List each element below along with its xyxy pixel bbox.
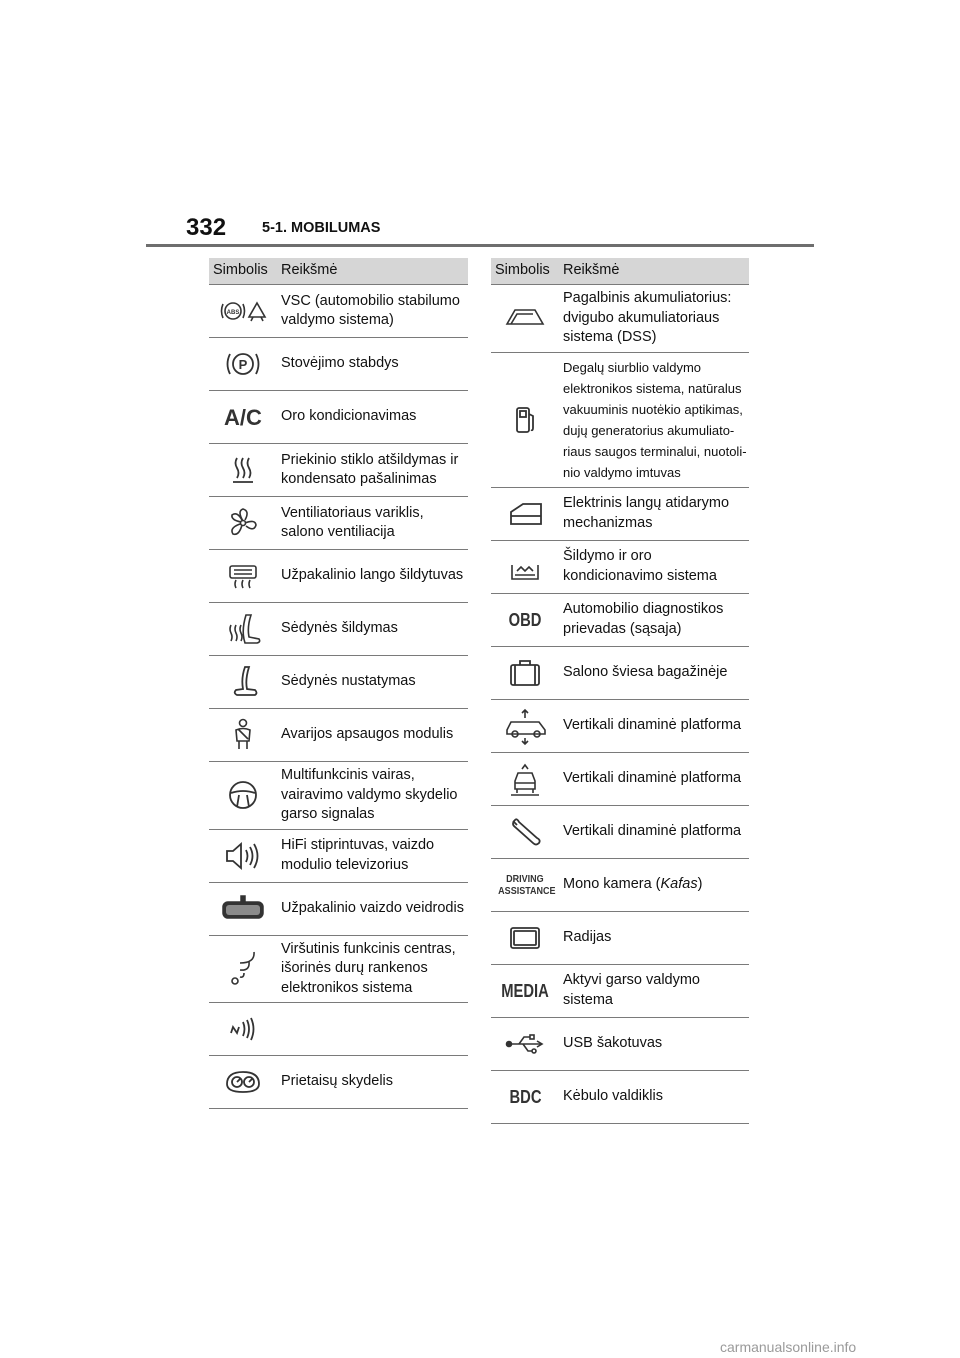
fan-icon [213,503,273,543]
table-row [209,338,468,391]
table-row [209,285,468,338]
driving-assistance-label-1: DRIVING [506,873,544,885]
symbol-table-right [491,258,749,1124]
watermark: carmanualsonline.info [720,1339,857,1355]
row-text: Salono šviesa bagažinėje [559,646,749,699]
column-header-meaning: Reikšmė [559,258,749,285]
column-header-symbol: Simbolis [491,258,559,285]
table-row [491,805,749,858]
seat-heating-icon [213,609,273,649]
obd-label: OBD [508,609,542,630]
table-header-row [209,258,468,285]
media-label: MEDIA [501,980,549,1001]
table-row [209,829,468,882]
row-text: Degalų siurblio valdymo elektronikos sistema, natūralus vakuuminis nuotėkio aptikimas, dujų generatorius akumuliato-riaus saugos terminalui, nuotoli-nio valdymo imtuvas [559,352,749,487]
fuel-pump-icon [495,400,555,440]
row-text: USB šakotuvas [559,1017,749,1070]
row-text: Priekinio stiklo atšildymas ir kondensato pašalinimas [277,444,468,497]
column-header-meaning: Reikšmė [277,258,468,285]
table-row [209,603,468,656]
row-text-suffix: ) [697,875,703,892]
nfc-icon [213,1009,273,1049]
row-text: Radijas [559,911,749,964]
row-text: Multifunkcinis vairas, vairavimo valdymo skydelio garso signalas [277,762,468,830]
svg-text:ABS: ABS [226,310,240,316]
row-text [277,1003,468,1056]
table-row [491,752,749,805]
table-row [491,699,749,752]
row-text: Stovėjimo stabdys [277,338,468,391]
table-row [209,882,468,935]
ac-icon [213,397,273,437]
table-row [209,709,468,762]
row-text-prefix: Mono kamera ( [563,875,661,892]
table-row [491,487,749,540]
wrench-icon [495,812,555,852]
climate-icon [495,547,555,587]
table-row [209,1056,468,1109]
svg-text:A/C: A/C [224,405,262,430]
row-text: Oro kondicionavimas [277,391,468,444]
parking-brake-icon [213,344,273,384]
row-text: Šildymo ir oro kondicionavimo sistema [559,540,749,593]
page-number: 332 [186,214,227,241]
table-row [491,911,749,964]
rear-mirror-icon [213,889,273,929]
header-rule [146,244,814,247]
row-text: HiFi stiprintuvas, vaizdo modulio televizorius [277,829,468,882]
row-text: Užpakalinio lango šildytuvas [277,550,468,603]
media-icon [495,971,555,1011]
table-row [209,1003,468,1056]
row-text: VSC (automobilio stabilumo valdymo sistema) [277,285,468,338]
table-row [491,858,749,911]
row-text: Prietaisų skydelis [277,1056,468,1109]
rear-defrost-icon [213,556,273,596]
table-row [209,656,468,709]
svg-text:P: P [238,357,248,372]
table-row [209,762,468,830]
instrument-cluster-icon [213,1062,273,1102]
row-text: Sėdynės šildymas [277,603,468,656]
row-text: Ventiliatoriaus variklis, salono ventiliacija [277,497,468,550]
key-signal-icon [213,949,273,989]
table-row [491,1017,749,1070]
symbol-table-left [209,258,468,1109]
row-text: Vertikali dinaminė platforma [559,752,749,805]
car-front-icon [495,759,555,799]
steering-wheel-icon [213,775,273,815]
table-row [209,391,468,444]
table-row [491,646,749,699]
row-text: Vertikali dinaminė platforma [559,805,749,858]
table-row [209,497,468,550]
car-height-icon [495,706,555,746]
row-text: Viršutinis funkcinis centras, išorinės durų rankenos elektronikos sistema [277,935,468,1003]
table-row [491,593,749,646]
driving-assistance-label-2: ASSISTANCE [498,885,556,897]
row-text: Avarijos apsaugos modulis [277,709,468,762]
bdc-icon [495,1077,555,1117]
window-icon [495,494,555,534]
table-row [209,550,468,603]
section-title: 5-1. MOBILUMAS [262,220,381,236]
row-text: Kėbulo valdiklis [559,1070,749,1123]
table-header-row [491,258,749,285]
row-text-italic: Kafas [660,875,698,892]
row-text: Elektrinis langų atidarymo mechanizmas [559,487,749,540]
usb-icon [495,1024,555,1064]
table-row [491,352,749,487]
row-text: Automobilio diagnostikos prievadas (sąsaja) [559,593,749,646]
row-text: Užpakalinio vaizdo veidrodis [277,882,468,935]
driving-assistance-icon [495,865,555,905]
seat-adjust-icon [213,662,273,702]
row-text: Vertikali dinaminė platforma [559,699,749,752]
row-text: Aktyvi garso valdymo sistema [559,964,749,1017]
windshield-heater-icon [213,450,273,490]
trunk-light-icon [495,653,555,693]
radio-icon [495,918,555,958]
airbag-icon [213,715,273,755]
table-row [491,964,749,1017]
table-row [209,444,468,497]
obd-icon [495,600,555,640]
row-text [559,858,749,911]
column-header-symbol: Simbolis [209,258,277,285]
abs-esc-icons [213,291,273,331]
row-text: Sėdynės nustatymas [277,656,468,709]
table-row [491,285,749,353]
speaker-icon [213,836,273,876]
table-row [491,1070,749,1123]
aux-battery-icon [495,298,555,338]
table-row [491,540,749,593]
row-text: Pagalbinis akumuliatorius: dvigubo akumuliatoriaus sistema (DSS) [559,285,749,353]
table-row [209,935,468,1003]
bdc-label: BDC [509,1086,541,1107]
